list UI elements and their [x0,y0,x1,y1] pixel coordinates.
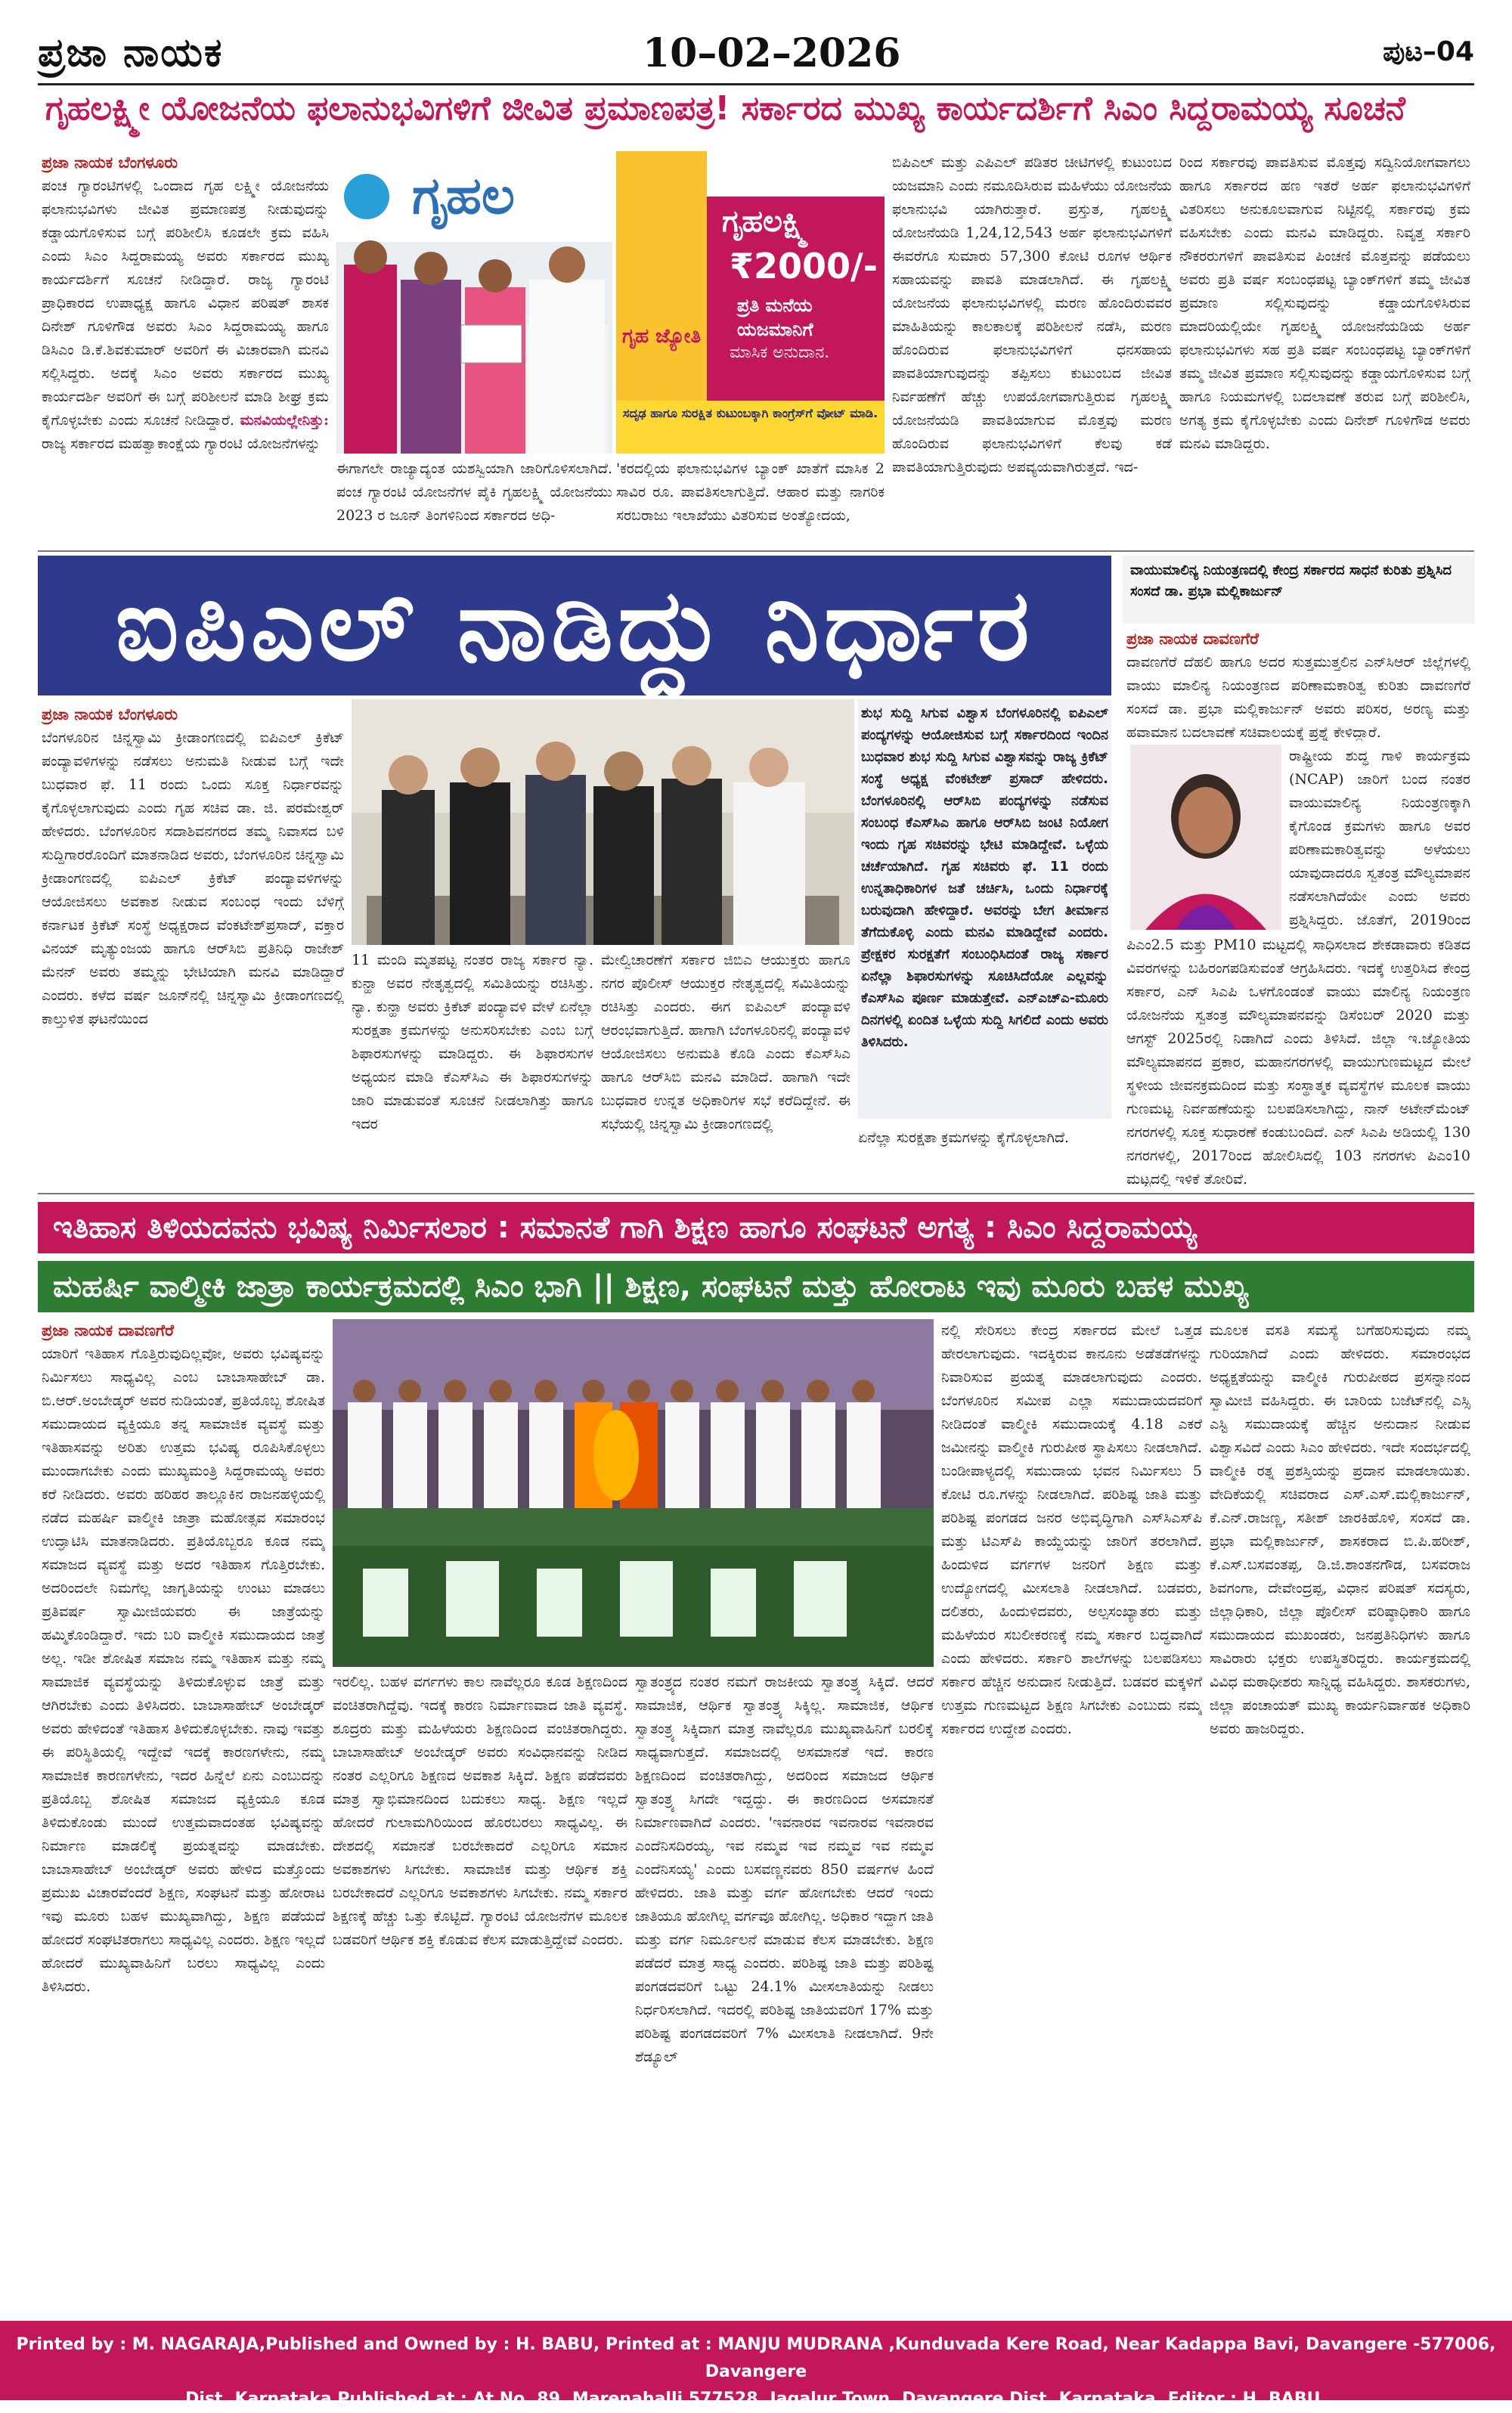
story1-col4-text: ಬಿಪಿಎಲ್ ಮತ್ತು ಎಪಿಎಲ್ ಪಡಿತರ ಚೀಟಿಗಳಲ್ಲಿ ಕುಟುಂಬದ ಯಜಮಾನಿ ಎಂದು ನಮೂದಿಸಿರುವ ಮಹಿಳೆಯು ಯೋಜನೆಯ ಫಲಾನುಭವಿ ಯಾಗಿರುತ್ತಾರೆ. ಪ್ರಸ್ತುತ, ಗೃಹಲಕ್ಷ್ಮಿ ಯೋಜನೆಯಡಿ 1,24,12,543 ಅರ್ಹ ಫಲಾನುಭವಿಗಳಿಗೆ ಈವರೆಗೂ ಸುಮಾರು 57,300 ಕೋಟಿ ರೂಗಳ ಆರ್ಥಿಕ ಸಹಾಯವನ್ನು ಪಾವತಿ ಮಾಡಲಾಗಿದೆ. ಈ ಗೃಹಲಕ್ಷ್ಮಿ ಯೋಜನೆಯ ಫಲಾನುಭವಿಗಳಲ್ಲಿ ಮರಣ ಹೊಂದಿರುವವರ ಮಾಹಿತಿಯನ್ನು ಕಾಲಕಾಲಕ್ಕೆ ಪರಿಶೀಲನೆ ನಡೆಸಿ, ಮರಣ ಹೊಂದಿರುವ ಫಲಾನುಭವಿಗಳಿಗೆ ಧನಸಹಾಯ ಪಾವತಿಯಾಗುವುದನ್ನು ತಪ್ಪಿಸಲು ಕುಟುಂಬದ ಜೀವಿತ ನಿರ್ವಹಣೆಗೆ ಹೆಚ್ಚು ಉಪಯೋಗವಾಗುತ್ತಿರುವ ಗೃಹಲಕ್ಷ್ಮಿ ಯೋಜನೆಯಡಿ ಪಾವತಿಯಾಗುವ ಮೊತ್ತವು ಮರಣ ಹೊಂದಿರುವ ಫಲಾನುಭವಿಗಳಿಗೆ ಕೆಲವು ಕಡೆ ಪಾವತಿಯಾಗುತ್ತಿರುವುದು ಅಪವ್ಯಯವಾಗಿರುತ್ತದೆ. ಇದ- [892,154,1172,475]
story3-portrait [1130,745,1281,930]
section-divider-2 [38,1193,1474,1194]
imprint-line-2: Dist, Karnataka Published at : At No .89, Marenahalli 577528, Jagalur Town, Davangere Dist, Karnataka. Editor : H. BABU. [185,2390,1327,2408]
story2-byline: ಪ್ರಜಾ ನಾಯಕ ಬೆಂಗಳೂರು [42,705,178,723]
story1-headline: ಗೃಹಲಕ್ಷ್ಮೀ ಯೋಜನೆಯ ಫಲಾನುಭವಿಗಳಿಗೆ ಜೀವಿತ ಪ್ರಮಾಣಪತ್ರ! ಸರ್ಕಾರದ ಮುಖ್ಯ ಕಾರ್ಯದರ್ಶಿಗೆ ಸಿಎಂ ಸಿದ್ದರಾಮಯ್ಯ ಸೂಚನೆ [45,89,1406,128]
issue-date: 10–02–2026 [643,30,901,76]
story1-photo-event [336,151,612,454]
page-number: ಪುಟ–04 [1383,36,1474,67]
story1-col1-subhead: ಮನವಿಯಲ್ಲೇನಿತ್ತು: [240,412,329,429]
poster-left-panel [616,151,707,401]
story4-col4-text: ನಲ್ಲಿ ಸೇರಿಸಲು ಕೇಂದ್ರ ಸರ್ಕಾರದ ಮೇಲೆ ಒತ್ತಡ ಹೇರಲಾಗುವುದು. ಇದಕ್ಕಿರುವ ಕಾನೂನು ಅಡೆತಡೆಗಳನ್ನು ನಿವಾರಿಸುವ ಪ್ರಯತ್ನ ಮಾಡಲಾಗುವುದು ಎಂದರು. ಬೆಂಗಳೂರಿನ ಸಮೀಪ ಎಲ್ಲಾ ಸಮುದಾಯದವರಿಗೆ ನೀಡಿದಂತೆ ವಾಲ್ಮೀಕಿ ಸಮುದಾಯಕ್ಕೆ 4.18 ಎಕರೆ ಜಮೀನನ್ನು ವಾಲ್ಮೀಕಿ ಗುರುಪೀಠ ಸ್ಥಾಪಿಸಲು ನೀಡಲಾಗಿದೆ. ಬಂಡೀಪಾಳ್ಯದಲ್ಲಿ ಸಮುದಾಯ ಭವನ ನಿರ್ಮಿಸಲು 5 ಕೋಟಿ ರೂ.ಗಳನ್ನು ನೀಡಲಾಗಿದೆ. ಪರಿಶಿಷ್ಟ ಜಾತಿ ಮತ್ತು ಪರಿಶಿಷ್ಟ ಪಂಗಡದ ಜನರ ಅಭಿವೃದ್ಧಿಗಾಗಿ ಎಸ್‌ಸಿಎಸ್‌ಪಿ ಮತ್ತು ಟಿಎಸ್‌ಪಿ ಕಾಯ್ದೆಯನ್ನು ಜಾರಿಗೆ ತರಲಾಗಿದೆ. ಹಿಂದುಳಿದ ವರ್ಗಗಳ ಜನರಿಗೆ ಶಿಕ್ಷಣ ಮತ್ತು ಉದ್ಯೋಗದಲ್ಲಿ ಮೀಸಲಾತಿ ನೀಡಲಾಗಿದೆ. ಬಡವರು, ದಲಿತರು, ಹಿಂದುಳಿದವರು, ಅಲ್ಪಸಂಖ್ಯಾತರು ಮತ್ತು ಮಹಿಳೆಯರ ಸಬಲೀಕರಣಕ್ಕೆ ನಮ್ಮ ಸರ್ಕಾರ ಬದ್ಧವಾಗಿದೆ ಎಂದು ಹೇಳಿದರು. ಸರ್ಕಾರಿ ಶಾಲೆಗಳನ್ನು ಬಲಪಡಿಸಲು ಸರ್ಕಾರ ಹೆಚ್ಚಿನ ಅನುದಾನ ನೀಡುತ್ತಿದೆ. ಬಡವರ ಮಕ್ಕಳಿಗೆ ಉತ್ತಮ ಗುಣಮಟ್ಟದ ಶಿಕ್ಷಣ ಸಿಗಬೇಕು ಎಂಬುದು ನಮ್ಮ ಸರ್ಕಾರದ ಉದ್ದೇಶ ಎಂದರು. [941,1322,1202,1737]
story4-byline: ಪ್ರಜಾ ನಾಯಕ ದಾವಣಗೆರೆ [42,1321,175,1340]
story2-col3-text: ಮೇಲ್ವಿಚಾರಣೆಗೆ ಸರ್ಕಾರ ಜಿಬಿಎ ಆಯುಕ್ತರು ಹಾಗೂ ನಗರ ಪೊಲೀಸ್ ಆಯುಕ್ತರ ನೇತೃತ್ವದಲ್ಲಿ ಸಮಿತಿಯನ್ನು ರಚಿಸಿತ್ತು ಎಂದರು. ಈಗ ಐಪಿಎಲ್ ಪಂದ್ಯಾವಳಿ ಆರಂಭವಾಗುತ್ತಿದೆ. ಹಾಗಾಗಿ ಬೆಂಗಳೂರಿನಲ್ಲಿ ಪಂದ್ಯಾವಳಿ ಆಯೋಜಿಸಲು ಅನುಮತಿ ಕೊಡಿ ಎಂದು ಕೆಎಸ್‌ಸಿಎ ಹಾಗೂ ಆರ್‌ಸಿಬಿ ಮನವಿ ಮಾಡಿದೆ. ಹಾಗಾಗಿ ಇದೇ ಬುಧವಾರ ಉನ್ನತ ಅಧಿಕಾರಿಗಳ ಸಭೆ ಕರೆದಿದ್ದೇನೆ. ಈ ಸಭೆಯಲ್ಲಿ ಚಿನ್ನಸ್ವಾಮಿ ಕ್ರೀಡಾಂಗಣದಲ್ಲಿ [601,952,850,1132]
story1-column-1 [42,151,329,544]
imprint-line-1: Printed by : M. NAGARAJA,Published and Owned by : H. BABU, Printed at : MANJU MUDRANA ,Kunduvada Kere Road, Near Kadappa Bavi, Davangere -577006, Davangere [16,2335,1496,2381]
story4-column-2 [333,1671,627,2313]
story3-column-bottom [1126,934,1470,1187]
story4-headline-1: ಇತಿಹಾಸ ತಿಳಿಯದವನು ಭವಿಷ್ಯ ನಿರ್ಮಿಸಲಾರ : ಸಮಾನತೆ ಗಾಗಿ ಶಿಕ್ಷಣ ಹಾಗೂ ಸಂಘಟನೆ ಅಗತ್ಯ : ಸಿಎಂ ಸಿದ್ದರಾಮಯ್ಯ [38,1202,1474,1253]
story2-column-3 [601,949,850,1187]
story2-boxed-note [858,699,1111,1119]
story2-col2-text: 11 ಮಂದಿ ಮೃತಪಟ್ಟ ನಂತರ ರಾಜ್ಯ ಸರ್ಕಾರ ನ್ಯಾ. ಕುನ್ಹಾ ಅವರ ನೇತೃತ್ವದಲ್ಲಿ ಸಮಿತಿಯನ್ನು ರಚಿಸಿತ್ತು. ನ್ಯಾ. ಕುನ್ಹಾ ಅವರು ಕ್ರಿಕೆಟ್ ಪಂದ್ಯಾವಳಿ ವೇಳೆ ಏನೆಲ್ಲಾ ಸುರಕ್ಷತಾ ಕ್ರಮಗಳನ್ನು ಅನುಸರಿಸಬೇಕು ಎಂಬ ಬಗ್ಗೆ ಶಿಫಾರಸುಗಳನ್ನು ಮಾಡಿದ್ದರು. ಈ ಶಿಫಾರಸುಗಳ ಅಧ್ಯಯನ ಮಾಡಿ ಕೆಎಸ್‌ಸಿಎ ಈ ಶಿಫಾರಸುಗಳನ್ನು ಜಾರಿ ಮಾಡುವಂತೆ ಸೂಚನೆ ನೀಡಲಾಗಿತ್ತು ಹಾಗೂ ಇದರ [352,952,593,1132]
story2-col4-text: ಏನೆಲ್ಲಾ ಸುರಕ್ಷತಾ ಕ್ರಮಗಳನ್ನು ಕೈಗೊಳ್ಳಲಾಗಿದೆ. [858,1129,1070,1146]
story3-column-top [1126,627,1470,741]
story1-col3-text: 'ಕರದಲ್ಲಿಯ ಫಲಾನುಭವಿಗಳ ಬ್ಯಾಂಕ್ ಖಾತೆಗೆ ಮಾಸಿಕ 2 ಸಾವಿರ ರೂ. ಪಾವತಿಸಲಾಗುತ್ತಿದೆ. ಆಹಾರ ಮತ್ತು ನಾಗರಿಕ ಸರಬರಾಜು ಇಲಾಖೆಯು ವಿತರಿಸುವ ಅಂತ್ಯೋದಯ, [616,460,885,524]
story4-col3-text: ಸ್ವಾತಂತ್ರ್ಯದ ನಂತರ ನಮಗೆ ರಾಜಕೀಯ ಸ್ವಾತಂತ್ರ್ಯ ಸಿಕ್ಕಿದೆ. ಆದರೆ ಸಾಮಾಜಿಕ, ಆರ್ಥಿಕ ಸ್ವಾತಂತ್ರ್ಯ ಸಿಕ್ಕಿಲ್ಲ. ಸಾಮಾಜಿಕ, ಆರ್ಥಿಕ ಸ್ವಾತಂತ್ರ್ಯ ಸಿಕ್ಕಿದಾಗ ಮಾತ್ರ ನಾವೆಲ್ಲರೂ ಮುಖ್ಯವಾಹಿನಿಗೆ ಬರಲಿಕ್ಕೆ ಸಾಧ್ಯವಾಗುತ್ತದೆ. ಸಮಾಜದಲ್ಲಿ ಅಸಮಾನತೆ ಇದೆ. ಕಾರಣ ಶಿಕ್ಷಣದಿಂದ ವಂಚಿತರಾಗಿದ್ದು, ಅದರಿಂದ ಸಮಾಜದ ಆರ್ಥಿಕ ಸ್ವಾತಂತ್ರ್ಯ ಸಿಗದೇ ಇದ್ದದ್ದು. ಈ ಕಾರಣದಿಂದ ಅಸಮಾನತೆ ನಿರ್ಮಾಣವಾಗಿದೆ ಎಂದರು. 'ಇವನಾರವ ಇವನಾರವ ಇವನಾರವ ಎಂದೆನಿಸದಿರಯ್ಯ, ಇವ ನಮ್ಮವ ಇವ ನಮ್ಮವ ಇವ ನಮ್ಮವ ಎಂದೆನಿಸಯ್ಯ' ಎಂದು ಬಸವಣ್ಣನವರು 850 ವರ್ಷಗಳ ಹಿಂದೆ ಹೇಳಿದರು. ಜಾತಿ ಮತ್ತು ವರ್ಗ ಹೋಗಬೇಕು ಆದರೆ ಇಂದು ಜಾತಿಯೂ ಹೋಗಿಲ್ಲ ವರ್ಗವೂ ಹೋಗಿಲ್ಲ. ಅಧಿಕಾರ ಇದ್ದಾಗ ಜಾತಿ ಮತ್ತು ವರ್ಗ ನಿರ್ಮೂಲನೆ ಮಾಡುವ ಕೆಲಸ ಮಾಡಬೇಕು. ಶಿಕ್ಷಣ ಪಡೆದರೆ ಮಾತ್ರ ಸಾಧ್ಯ ಎಂದರು. ಪರಿಶಿಷ್ಟ ಜಾತಿ ಮತ್ತು ಪರಿಶಿಷ್ಟ ಪಂಗಡದವರಿಗೆ ಒಟ್ಟು 24.1% ಮೀಸಲಾತಿಯನ್ನು ನೀಡಲು ನಿರ್ಧರಿಸಲಾಗಿದೆ. ಇದರಲ್ಲಿ ಪರಿಶಿಷ್ಟ ಜಾತಿಯವರಿಗೆ 17% ಮತ್ತು ಪರಿಶಿಷ್ಟ ಪಂಗಡದವರಿಗೆ 7% ಮೀಸಲಾತಿ ನೀಡಲಾಗಿದೆ. 9ನೇ ಶೆಡ್ಯೂಲ್ [635,1674,934,2065]
poster-title: ಗೃಹಲಕ್ಷ್ಮಿ [722,204,808,239]
story2-column-4 [858,1126,1111,1187]
poster-line-3: ಮಾಸಿಕ ಅನುದಾನ. [730,343,830,362]
story1-column-5 [1179,151,1470,544]
story4-col5-text: ಮೂಲಕ ವಸತಿ ಸಮಸ್ಯೆ ಬಗೆಹರಿಸುವುದು ನಮ್ಮ ಗುರಿಯಾಗಿದೆ ಎಂದು ಹೇಳಿದರು. ಸಮಾರಂಭದ ಅಧ್ಯಕ್ಷತೆಯನ್ನು ವಾಲ್ಮೀಕಿ ಗುರುಪೀಠದ ಪ್ರಸನ್ನಾನಂದ ಸ್ವಾಮೀಜಿ ವಹಿಸಿದ್ದರು. ಈ ಬಾರಿಯ ಬಜೆಟ್‌ನಲ್ಲಿ ಎಸ್ಸಿ ಎಸ್ಟಿ ಸಮುದಾಯಕ್ಕೆ ಹೆಚ್ಚಿನ ಅನುದಾನ ನೀಡುವ ವಿಶ್ವಾಸವಿದೆ ಎಂದು ಸಿಎಂ ಹೇಳಿದರು. ಇದೇ ಸಂದರ್ಭದಲ್ಲಿ ವಾಲ್ಮೀಕಿ ರತ್ನ ಪ್ರಶಸ್ತಿಯನ್ನು ಪ್ರದಾನ ಮಾಡಲಾಯಿತು. ವೇದಿಕೆಯಲ್ಲಿ ಸಚಿವರಾದ ಎಸ್.ಎಸ್.ಮಲ್ಲಿಕಾರ್ಜುನ್, ಕೆ.ಎನ್.ರಾಜಣ್ಣ, ಸತೀಶ್ ಜಾರಕಿಹೊಳಿ, ಸಂಸದೆ ಡಾ. ಪ್ರಭಾ ಮಲ್ಲಿಕಾರ್ಜುನ್, ಶಾಸಕರಾದ ಬಿ.ಪಿ.ಹರೀಶ್, ಕೆ.ಎಸ್.ಬಸವಂತಪ್ಪ, ಡಿ.ಜಿ.ಶಾಂತನಗೌಡ, ಬಸವರಾಜ ಶಿವಗಂಗಾ, ದೇವೇಂದ್ರಪ್ಪ, ವಿಧಾನ ಪರಿಷತ್ ಸದಸ್ಯರು, ಜಿಲ್ಲಾಧಿಕಾರಿ, ಜಿಲ್ಲಾ ಪೊಲೀಸ್ ವರಿಷ್ಠಾಧಿಕಾರಿ ಹಾಗೂ ಸಮುದಾಯದ ಮುಖಂಡರು, ಜನಪ್ರತಿನಿಧಿಗಳು ಹಾಗೂ ಸಾವಿರಾರು ಭಕ್ತರು ಉಪಸ್ಥಿತರಿದ್ದರು. ಕಾರ್ಯಕ್ರಮದಲ್ಲಿ ವಿವಿಧ ಮಠಾಧೀಶರು ಸಾನ್ನಿಧ್ಯ ವಹಿಸಿದ್ದರು. ಶಾಸಕರುಗಳು, ಜಿಲ್ಲಾ ಪಂಚಾಯತ್ ಮುಖ್ಯ ಕಾರ್ಯನಿರ್ವಾಹಕ ಅಧಿಕಾರಿ ಅವರು ಹಾಜರಿದ್ದರು. [1210,1322,1470,1737]
story1-column-4 [892,151,1172,544]
story2-column-1 [42,703,344,1187]
poster-line-1: ಪ್ರತಿ ಮನೆಯ [737,295,813,316]
story1-col2-text: ಈಗಾಗಲೇ ರಾಜ್ಯಾದ್ಯಂತ ಯಶಸ್ವಿಯಾಗಿ ಜಾರಿಗೊಳಿಸಲಾಗಿದೆ. ಪಂಚ ಗ್ಯಾರಂಟಿ ಯೋಜನೆಗಳ ಪೈಕಿ ಗೃಹಲಕ್ಷ್ಮಿ ಯೋಜನೆಯು 2023 ರ ಜೂನ್ ತಿಂಗಳಿನಿಂದ ಸರ್ಕಾರದ ಅಧಿ- [336,460,612,524]
story3-top-text: ದಾವಣಗೆರೆ ದೆಹಲಿ ಹಾಗೂ ಅದರ ಸುತ್ತಮುತ್ತಲಿನ ಎನ್‌ಸಿಆರ್ ಜಿಲ್ಲೆಗಳಲ್ಲಿ ವಾಯು ಮಾಲಿನ್ಯ ನಿಯಂತ್ರಣದ ಪರಿಣಾಮಕಾರಿತ್ವ ಕುರಿತು ದಾವಣಗೆರೆ ಸಂಸದೆ ಡಾ. ಪ್ರಭಾ ಮಲ್ಲಿಕಾರ್ಜುನ್ ಅವರು ಪರಿಸರ, ಅರಣ್ಯ ಮತ್ತು ಹವಾಮಾನ ಬದಲಾವಣೆ ಸಚಿವಾಲಯಕ್ಕೆ ಪ್ರಶ್ನೆ ಕೇಳಿದ್ದಾರೆ. [1126,654,1470,741]
poster-footer: ಸದೃಢ ಹಾಗೂ ಸುರಕ್ಷಿತ ಕುಟುಂಬಕ್ಕಾಗಿ ಕಾಂಗ್ರೆಸ್‌ಗೆ ವೋಟ್ ಮಾಡಿ. [622,406,878,420]
poster-amount: ₹2000/- [730,246,878,287]
story3-byline: ಪ್ರಜಾ ನಾಯಕ ದಾವಣಗೆರೆ [1126,630,1259,648]
story1-photo-poster [616,151,885,454]
paper-name: ಪ್ರಜಾ ನಾಯಕ [38,30,224,76]
story4-column-4 [941,1319,1202,2313]
mp-portrait-illustration [1130,745,1281,930]
story1-col5-text: ರಿಂದ ಸರ್ಕಾರವು ಪಾವತಿಸುವ ಮೊತ್ತವು ಸದ್ವಿನಿಯೋಗವಾಗಲು ಹಾಗೂ ಸರ್ಕಾರದ ಹಣ ಇತರೆ ಅರ್ಹ ಫಲಾನುಭವಿಗಳಿಗೆ ವಿತರಿಸಲು ಅನುಕೂಲವಾಗುವ ನಿಟ್ಟಿನಲ್ಲಿ ಸರ್ಕಾರವು ಕ್ರಮ ವಹಿಸಬೇಕು ಎಂದು ಮನವಿ ಮಾಡಿದ್ದರು. ನಿವೃತ್ತ ಸರ್ಕಾರಿ ನೌಕರರುಗಳಿಗೆ ಪಾವತಿಸುವ ಪಿಂಚಣಿ ಮೊತ್ತವನ್ನು ಪಡೆಯಲು ಅವರು ಪ್ರತಿ ವರ್ಷ ಸಂಬಂಧಪಟ್ಟ ಬ್ಯಾಂಕ್‌ಗಳಿಗೆ ತಮ್ಮ ಜೀವಿತ ಪ್ರಮಾಣ ಸಲ್ಲಿಸುವುದನ್ನು ಕಡ್ಡಾಯಗೊಳಿಸಿರುವ ಮಾದರಿಯಲ್ಲಿಯೇ ಗೃಹಲಕ್ಷ್ಮಿ ಯೋಜನೆಯಡಿಯ ಅರ್ಹ ಫಲಾನುಭವಿಗಳು ಸಹ ಪ್ರತಿ ವರ್ಷ ಸಂಬಂಧಪಟ್ಟ ಬ್ಯಾಂಕ್‌ಗಳಿಗೆ ತಮ್ಮ ಜೀವಿತ ಪ್ರಮಾಣ ಸಲ್ಲಿಸುವುದನ್ನು ಕಡ್ಡಾಯಗೊಳಿಸುವ ಬಗ್ಗೆ ಹಾಗೂ ನಿಯಮಗಳಲ್ಲಿ ಬದಲಾವಣೆ ತರುವ ಬಗ್ಗೆ ಪರಿಶೀಲಿಸಿ, ಅಗತ್ಯ ಕ್ರಮ ಕೈಗೊಳ್ಳಬೇಕು ಎಂದು ದಿನೇಶ್ ಗೂಳಿಗೌಡ ಅವರು ಮನವಿ ಮಾಡಿದ್ದರು. [1179,154,1470,452]
story1-col1-text: ಪಂಚ ಗ್ಯಾರಂಟಿಗಳಲ್ಲಿ ಒಂದಾದ ಗೃಹ ಲಕ್ಷ್ಮೀ ಯೋಜನೆಯ ಫಲಾನುಭವಿಗಳು ಜೀವಿತ ಪ್ರಮಾಣಪತ್ರ ನೀಡುವುದನ್ನು ಕಡ್ಡಾಯಗೊಳಿಸುವ ಬಗ್ಗೆ ಪರಿಶೀಲಿಸಿ ಕೂಡಲೇ ಕ್ರಮ ವಹಿಸಿ ಎಂದು ಸಿಎಂ ಸಿದ್ದರಾಮಯ್ಯ ಅವರು ಸರ್ಕಾರದ ಮುಖ್ಯ ಕಾರ್ಯದರ್ಶಿಗೆ ಸೂಚನೆ ನೀಡಿದ್ದಾರೆ. ರಾಜ್ಯ ಗ್ಯಾರಂಟಿ ಪ್ರಾಧಿಕಾರದ ಉಪಾಧ್ಯಕ್ಷ ಹಾಗೂ ವಿಧಾನ ಪರಿಷತ್ ಶಾಸಕ ದಿನೇಶ್ ಗೂಳಿಗೌಡ ಅವರು ಸಿಎಂ ಸಿದ್ದರಾಮಯ್ಯ ಹಾಗೂ ಡಿಸಿಎಂ ಡಿ.ಕೆ.ಶಿವಕುಮಾರ್ ಅವರಿಗೆ ಈ ವಿಚಾರವಾಗಿ ಮನವಿ ಸಲ್ಲಿಸಿದ್ದರು. ಅದಕ್ಕೆ ಸಿಎಂ ಅವರು ಸರ್ಕಾರದ ಮುಖ್ಯ ಕಾರ್ಯದರ್ಶಿ ಅವರಿಗೆ ಈ ಬಗ್ಗೆ ಪರಿಶೀಲನೆ ಮಾಡಿ ಶೀಘ್ರ ಕ್ರಮ ಕೈಗೊಳ್ಳಬೇಕು ಎಂದು ಸೂಚನೆ ನೀಡಿದ್ದಾರೆ. [42,178,329,429]
story4-col1-text: ಯಾರಿಗೆ ಇತಿಹಾಸ ಗೊತ್ತಿರುವುದಿಲ್ಲವೋ, ಅವರು ಭವಿಷ್ಯವನ್ನು ನಿರ್ಮಿಸಲು ಸಾಧ್ಯವಿಲ್ಲ ಎಂಬ ಬಾಬಾಸಾಹೇಬ್ ಡಾ. ಬಿ.ಆರ್.ಅಂಬೇಡ್ಕರ್ ಅವರ ನುಡಿಯಂತೆ, ಪ್ರತಿಯೊಬ್ಬ ಶೋಷಿತ ಸಮುದಾಯದ ವ್ಯಕ್ತಿಯೂ ತನ್ನ ಸಾಮಾಜಿಕ ವ್ಯವಸ್ಥೆ ಮತ್ತು ಇತಿಹಾಸವನ್ನು ಅರಿತು ಉತ್ತಮ ಭವಿಷ್ಯ ರೂಪಿಸಿಕೊಳ್ಳಲು ಮುಂದಾಗಬೇಕು ಎಂದು ಮುಖ್ಯಮಂತ್ರಿ ಸಿದ್ದರಾಮಯ್ಯ ಅವರು ಕರೆ ನೀಡಿದರು. ಅವರು ಹರಿಹರ ತಾಲ್ಲೂಕಿನ ರಾಜನಹಳ್ಳಿಯಲ್ಲಿ ನಡೆದ ಮಹರ್ಷಿ ವಾಲ್ಮೀಕಿ ಜಾತ್ರಾ ಮಹೋತ್ಸವ ಸಮಾರಂಭ ಉದ್ಘಾಟಿಸಿ ಮಾತನಾಡಿದರು. ಪ್ರತಿಯೊಬ್ಬರೂ ಕೂಡ ನಮ್ಮ ಸಮಾಜದ ವ್ಯವಸ್ಥೆ ಮತ್ತು ಅದರ ಇತಿಹಾಸ ಗೊತ್ತಿರಬೇಕು. ಅದರಿಂದಲೇ ನಿಮಗೆಲ್ಲ ಜಾಗೃತಿಯನ್ನು ಉಂಟು ಮಾಡಲು ಪ್ರತಿವರ್ಷ ಸ್ವಾಮೀಜಿಯವರು ಈ ಜಾತ್ರೆಯನ್ನು ಹಮ್ಮಿಕೊಂಡಿದ್ದಾರೆ. ಇದು ಬರಿ ವಾಲ್ಮೀಕಿ ಸಮುದಾಯದ ಜಾತ್ರೆ ಅಲ್ಲ. ಇಡೀ ಶೋಷಿತ ಸಮಾಜ ನಮ್ಮ ಇತಿಹಾಸ ಮತ್ತು ನಮ್ಮ ಸಾಮಾಜಿಕ ವ್ಯವಸ್ಥೆಯನ್ನು ತಿಳಿದುಕೊಳ್ಳುವ ಜಾತ್ರೆ ಮತ್ತು ಆಗಿರಬೇಕು ಎಂದು ತಿಳಿಸಿದರು. ಬಾಬಾಸಾಹೇಬ್ ಅಂಬೇಡ್ಕರ್ ಅವರು ಹೇಳಿದಂತೆ ಇತಿಹಾಸ ತಿಳಿದುಕೊಳ್ಳಬೇಕು. ನಾವು ಇವತ್ತು ಈ ಪರಿಸ್ಥಿತಿಯಲ್ಲಿ ಇದ್ದೇವೆ ಇದಕ್ಕೆ ಕಾರಣಗಳೇನು, ನಮ್ಮ ಸಾಮಾಜಿಕ ಕಾರಣಗಳೇನು, ಇದರ ಹಿನ್ನೆಲೆ ಏನು ಎಂಬುದನ್ನು ಪ್ರತಿಯೊಬ್ಬ ಶೋಷಿತ ಸಮಾಜದ ವ್ಯಕ್ತಿಯೂ ಕೂಡ ತಿಳಿದುಕೊಂಡು ಮುಂದೆ ಉತ್ತಮವಾದಂತಹ ಭವಿಷ್ಯವನ್ನು ನಿರ್ಮಾಣ ಮಾಡಲಿಕ್ಕೆ ಪ್ರಯತ್ನವನ್ನು ಮಾಡಬೇಕು. ಬಾಬಾಸಾಹೇಬ್ ಅಂಬೇಡ್ಕರ್ ಅವರು ಹೇಳಿದ ಮತ್ತೊಂದು ಪ್ರಮುಖ ವಿಚಾರವೆಂದರೆ ಶಿಕ್ಷಣ, ಸಂಘಟನೆ ಮತ್ತು ಹೋರಾಟ ಇವು ಮೂರು ಬಹಳ ಮುಖ್ಯವಾಗಿದ್ದು, ಶಿಕ್ಷಣ ಪಡೆಯದೆ ಹೋದರೆ ಸಂಘಟಿತರಾಗಲು ಸಾಧ್ಯವಿಲ್ಲ ಎಂದರು. ಶಿಕ್ಷಣ ಇಲ್ಲದೆ ಹೋದರೆ ಮುಖ್ಯವಾಹಿನಿಗೆ ಬರಲು ಸಾಧ್ಯವಿಲ್ಲ ಎಂದು ತಿಳಿಸಿದರು. [42,1346,325,1995]
poster-badge: ಗೃಹ ಜ್ಯೋತಿ [622,325,702,348]
section-divider-1 [38,550,1474,552]
ipl-meeting-photo [352,699,854,945]
story3-header: ವಾಯುಮಾಲಿನ್ಯ ನಿಯಂತ್ರಣದಲ್ಲಿ ಕೇಂದ್ರ ಸರ್ಕಾರದ ಸಾಧನೆ ಕುರಿತು ಪ್ರಶ್ನಿಸಿದ ಸಂಸದೆ ಡಾ. ಪ್ರಭಾ ಮಲ್ಲಿಕಾರ್ಜುನ್ [1123,556,1474,624]
poster-line-2: ಯಜಮಾನಿಗೆ [737,319,813,340]
story1-column-3 [616,457,885,548]
story4-col2-text: ಇರಲಿಲ್ಲ. ಬಹಳ ವರ್ಗಗಳು ಕಾಲ ನಾವೆಲ್ಲರೂ ಕೂಡ ಶಿಕ್ಷಣದಿಂದ ವಂಚಿತರಾಗಿದ್ದೆವು. ಇದಕ್ಕೆ ಕಾರಣ ನಿರ್ಮಾಣವಾದ ಜಾತಿ ವ್ಯವಸ್ಥೆ. ಶೂದ್ರರು ಮತ್ತು ಮಹಿಳೆಯರು ಶಿಕ್ಷಣದಿಂದ ವಂಚಿತರಾಗಿದ್ದರು. ಬಾಬಾಸಾಹೇಬ್ ಅಂಬೇಡ್ಕರ್ ಅವರು ಸಂವಿಧಾನವನ್ನು ನೀಡಿದ ನಂತರ ಎಲ್ಲರಿಗೂ ಶಿಕ್ಷಣದ ಅವಕಾಶ ಸಿಕ್ಕಿದೆ. ಶಿಕ್ಷಣ ಪಡೆದವರು ಮಾತ್ರ ಸ್ವಾಭಿಮಾನದಿಂದ ಬದುಕಲು ಸಾಧ್ಯ. ಶಿಕ್ಷಣ ಇಲ್ಲದೆ ಹೋದರೆ ಗುಲಾಮಗಿರಿಯಿಂದ ಹೊರಬರಲು ಸಾಧ್ಯವಿಲ್ಲ. ಈ ದೇಶದಲ್ಲಿ ಸಮಾನತೆ ಬರಬೇಕಾದರೆ ಎಲ್ಲರಿಗೂ ಸಮಾನ ಅವಕಾಶಗಳು ಸಿಗಬೇಕು. ಸಾಮಾಜಿಕ ಮತ್ತು ಆರ್ಥಿಕ ಶಕ್ತಿ ಬರಬೇಕಾದರೆ ಎಲ್ಲರಿಗೂ ಅವಕಾಶಗಳು ಸಿಗಬೇಕು. ನಮ್ಮ ಸರ್ಕಾರ ಶಿಕ್ಷಣಕ್ಕೆ ಹೆಚ್ಚು ಒತ್ತು ಕೊಟ್ಟಿದೆ. ಗ್ಯಾರಂಟಿ ಯೋಜನೆಗಳ ಮೂಲಕ ಬಡವರಿಗೆ ಆರ್ಥಿಕ ಶಕ್ತಿ ಕೊಡುವ ಕೆಲಸ ಮಾಡುತ್ತಿದ್ದೇವೆ ಎಂದರು. [333,1674,627,1948]
story4-column-1 [42,1319,325,2313]
story4-column-3 [635,1671,934,2313]
story4-headline-2: ಮಹರ್ಷಿ ವಾಲ್ಮೀಕಿ ಜಾತ್ರಾ ಕಾರ್ಯಕ್ರಮದಲ್ಲಿ ಸಿಎಂ ಭಾಗಿ || ಶಿಕ್ಷಣ, ಸಂಘಟನೆ ಮತ್ತು ಹೋರಾಟ ಇವು ಮೂರು ಬಹಳ ಮುಖ್ಯ [38,1261,1474,1312]
story4-column-5 [1210,1319,1470,2313]
story1-byline: ಪ್ರಜಾ ನಾಯಕ ಬೆಂಗಳೂರು [42,153,178,172]
story3-side-text: ರಾಷ್ಟ್ರೀಯ ಶುದ್ಧ ಗಾಳಿ ಕಾರ್ಯಕ್ರಮ (NCAP) ಜಾರಿಗೆ ಬಂದ ನಂತರ ವಾಯುಮಾಲಿನ್ಯ ನಿಯಂತ್ರಣಕ್ಕಾಗಿ ಕೈಗೊಂಡ ಕ್ರಮಗಳು ಹಾಗೂ ಅವರ ಪರಿಣಾಮಕಾರಿತ್ವವನ್ನು ಅಳೆಯಲು ಯಾವುದಾದರೂ ಸ್ವತಂತ್ರ ಮೌಲ್ಯಮಾಪನ ನಡೆಸಲಾಗಿದೆಯೇ ಎಂದು ಅವರು ಪ್ರಶ್ನಿಸಿದ್ದರು. ಜೊತೆಗೆ, 2019ರಿಂದ [1289,748,1470,928]
masthead [38,30,1474,85]
event-banner-text: ಗೃಹಲ [412,166,515,226]
story2-column-2 [352,949,593,1187]
story3-bottom-text: ಪಿಎಂ2.5 ಮತ್ತು PM10 ಮಟ್ಟದಲ್ಲಿ ಸಾಧಿಸಲಾದ ಶೇಕಡಾವಾರು ಕಡಿತದ ವಿವರಗಳನ್ನು ಬಹಿರಂಗಪಡಿಸುವಂತೆ ಆಗ್ರಹಿಸಿದರು. ಇದಕ್ಕೆ ಉತ್ತರಿಸಿದ ಕೇಂದ್ರ ಸರ್ಕಾರ, ಎನ್ ಸಿಎಪಿ ಒಳಗೊಂಡಂತೆ ವಾಯು ಮಾಲಿನ್ಯ ನಿಯಂತ್ರಣ ಯೋಜನೆಯ ಸ್ವತಂತ್ರ ಮೌಲ್ಯಮಾಪನವನ್ನು ಡಿಸೆಂಬರ್ 2020 ಮತ್ತು ಆಗಸ್ಟ್ 2025ರಲ್ಲಿ ನಿಡಾಗಿದೆ ಎಂದು ತಿಳಿಸಿದೆ. ಜಿಲ್ಲಾ ಇ.ಜ್ಯೋತಿಯ ಮೌಲ್ಯಮಾಪನದ ಪ್ರಕಾರ, ಮಹಾನಗರಗಳಲ್ಲಿ ವಾಯುಗುಣಮಟ್ಟದ ಮೇಲೆ ಸ್ಥಳೀಯ ಜೀವನಕ್ರಮದಿಂದ ಮತ್ತು ಸಂಸ್ಥಾತ್ಮಕ ವ್ಯವಸ್ಥೆಗಳ ಮೂಲಕ ವಾಯು ಗುಣಮಟ್ಟ ನಿರ್ವಹಣೆಯನ್ನು ಬಲಪಡಿಸಲಾಗಿದ್ದು, ನಾನ್ ಅಟೇನ್‌ಮೆಂಟ್ ನಗರಗಳಲ್ಲಿ ಸೂಕ್ತ ಸುಧಾರಣೆ ಕಂಡುಬಂದಿದೆ. ಎನ್ ಸಿಎಪಿ ಅಡಿಯಲ್ಲಿ 130 ನಗರಗಳಲ್ಲಿ, 2017ರಿಂದ ಹೋಲಿಸಿದಲ್ಲಿ 103 ನಗರಗಳು ಪಿಎಂ10 ಮಟ್ಟದಲ್ಲಿ ಇಳಿಕೆ ತೋರಿವೆ. [1126,937,1470,1187]
story1-column-2 [336,457,612,548]
story2-box-text: ಶುಭ ಸುದ್ದಿ ಸಿಗುವ ವಿಶ್ವಾಸ ಬೆಂಗಳೂರಿನಲ್ಲಿ ಐಪಿಎಲ್ ಪಂದ್ಯಗಳನ್ನು ಆಯೋಜಿಸುವ ಬಗ್ಗೆ ಸರ್ಕಾರದಿಂದ ಇಂದಿನ ಬುಧವಾರ ಶುಭ ಸುದ್ದಿ ಸಿಗುವ ವಿಶ್ವಾಸವನ್ನು ರಾಜ್ಯ ಕ್ರಿಕೆಟ್ ಸಂಸ್ಥೆ ಅಧ್ಯಕ್ಷ ವೆಂಕಟೇಶ್ ಪ್ರಸಾದ್ ಹೇಳಿದರು. ಬೆಂಗಳೂರಿನಲ್ಲಿ ಆರ್‌ಸಿಬಿ ಪಂದ್ಯಗಳನ್ನು ನಡೆಸುವ ಸಂಬಂಧ ಕೆಎಸ್‌ಸಿಎ ಹಾಗೂ ಆರ್‌ಸಿಬಿ ಜಂಟಿ ನಿಯೋಗ ಇಂದು ಗೃಹ ಸಚಿವರನ್ನು ಭೇಟಿ ಮಾಡಿದ್ದೇವೆ. ಒಳ್ಳೆಯ ಚರ್ಚೆಯಾಗಿದೆ. ಗೃಹ ಸಚಿವರು ಫೆ. 11 ರಂದು ಉನ್ನತಾಧಿಕಾರಿಗಳ ಜತೆ ಚರ್ಚಿಸಿ, ಒಂದು ನಿರ್ಧಾರಕ್ಕೆ ಬರುವುದಾಗಿ ಹೇಳಿದ್ದಾರೆ. ಅವರನ್ನು ಬೇಗ ತೀರ್ಮಾನ ತೆಗೆದುಕೊಳ್ಳಿ ಎಂದು ಮನವಿ ಮಾಡಿದ್ದೇವೆ ಎಂದರು. ಪ್ರೇಕ್ಷಕರ ಸುರಕ್ಷತೆಗೆ ಸಂಬಂಧಿಸಿದಂತೆ ರಾಜ್ಯ ಸರ್ಕಾರ ಏನೆಲ್ಲಾ ಶಿಫಾರಸುಗಳನ್ನು ಸೂಚಿಸಿದೆಯೋ ಎಲ್ಲವನ್ನು ಕೆಎಸ್‌ಸಿಎ ಪೂರ್ಣ ಮಾಡುತ್ತೇವೆ. ಎನ್‌ಎಚ್‌ಎ-ಮೂರು ದಿನಗಳಲ್ಲಿ ಏಂದಿತ ಒಳ್ಳೆಯ ಸುದ್ದಿ ಸಿಗಲಿದೆ ಎಂದು ಅವರು ತಿಳಿಸಿದರು. [861,705,1108,1050]
story1-col1-tail: ರಾಜ್ಯ ಸರ್ಕಾರದ ಮಹತ್ವಾಕಾಂಕ್ಷೆಯ ಗ್ಯಾರಂಟಿ ಯೋಜನೆಗಳನ್ನು [42,435,321,452]
story4-photo [333,1319,934,1667]
story2-photo [352,699,854,945]
imprint-footer [0,2321,1512,2408]
ipl-banner-headline: ಐಪಿಎಲ್ ನಾಡಿದ್ದು ನಿರ್ಧಾರ [38,556,1111,695]
valmiki-event-photo [333,1319,934,1667]
story3-column-side [1289,745,1470,930]
story2-col1-text: ಬೆಂಗಳೂರಿನ ಚಿನ್ನಸ್ವಾಮಿ ಕ್ರೀಡಾಂಗಣದಲ್ಲಿ ಐಪಿಎಲ್ ಕ್ರಿಕೆಟ್ ಪಂದ್ಯಾವಳಿಗಳನ್ನು ನಡೆಸಲು ಅನುಮತಿ ನೀಡುವ ಬಗ್ಗೆ ಇದೇ ಬುಧವಾರ ಫೆ. 11 ರಂದು ಒಂದು ಸೂಕ್ತ ನಿರ್ಧಾರವನ್ನು ಕೈಗೊಳ್ಳಲಾಗುವುದು ಎಂದು ಗೃಹ ಸಚಿವ ಡಾ. ಜಿ. ಪರಮೇಶ್ವರ್ ಹೇಳಿದರು. ಬೆಂಗಳೂರಿನ ಸದಾಶಿವನಗರದ ತಮ್ಮ ನಿವಾಸದ ಬಳಿ ಸುದ್ದಿಗಾರರೊಂದಿಗೆ ಮಾತನಾಡಿದ ಅವರು, ಬೆಂಗಳೂರಿನ ಚಿನ್ನಸ್ವಾಮಿ ಕ್ರೀಡಾಂಗಣದಲ್ಲಿ ಐಪಿಎಲ್ ಕ್ರಿಕೆಟ್ ಪಂದ್ಯಾವಳಿಗಳನ್ನು ಆಯೋಜಿಸಲು ಅವಕಾಶ ನೀಡುವ ಸಂಬಂಧ ಇಂದು ಬೆಳಿಗ್ಗೆ ಕರ್ನಾಟಕ ಕ್ರಿಕೆಟ್ ಸಂಸ್ಥೆ ಅಧ್ಯಕ್ಷರಾದ ವೆಂಕಟೇಶ್‌ಪ್ರಸಾದ್, ವಕ್ತಾರ ವಿನಯ್ ಮೃತ್ಯುಂಜಯ ಹಾಗೂ ಆರ್‌ಸಿಬಿ ಪ್ರತಿನಿಧಿ ರಾಜೇಶ್ ಮೆನನ್ ಅವರು ತಮ್ಮನ್ನು ಭೇಟಿಯಾಗಿ ಮನವಿ ಮಾಡಿದ್ದಾರೆ ಎಂದರು. ಕಳೆದ ವರ್ಷ ಜೂನ್‌ನಲ್ಲಿ ಚಿನ್ನಸ್ವಾಮಿ ಕ್ರೀಡಾಂಗಣದಲ್ಲಿ ಕಾಲ್ತುಳಿತ ಘಟನೆಯಿಂದ [42,729,344,1027]
